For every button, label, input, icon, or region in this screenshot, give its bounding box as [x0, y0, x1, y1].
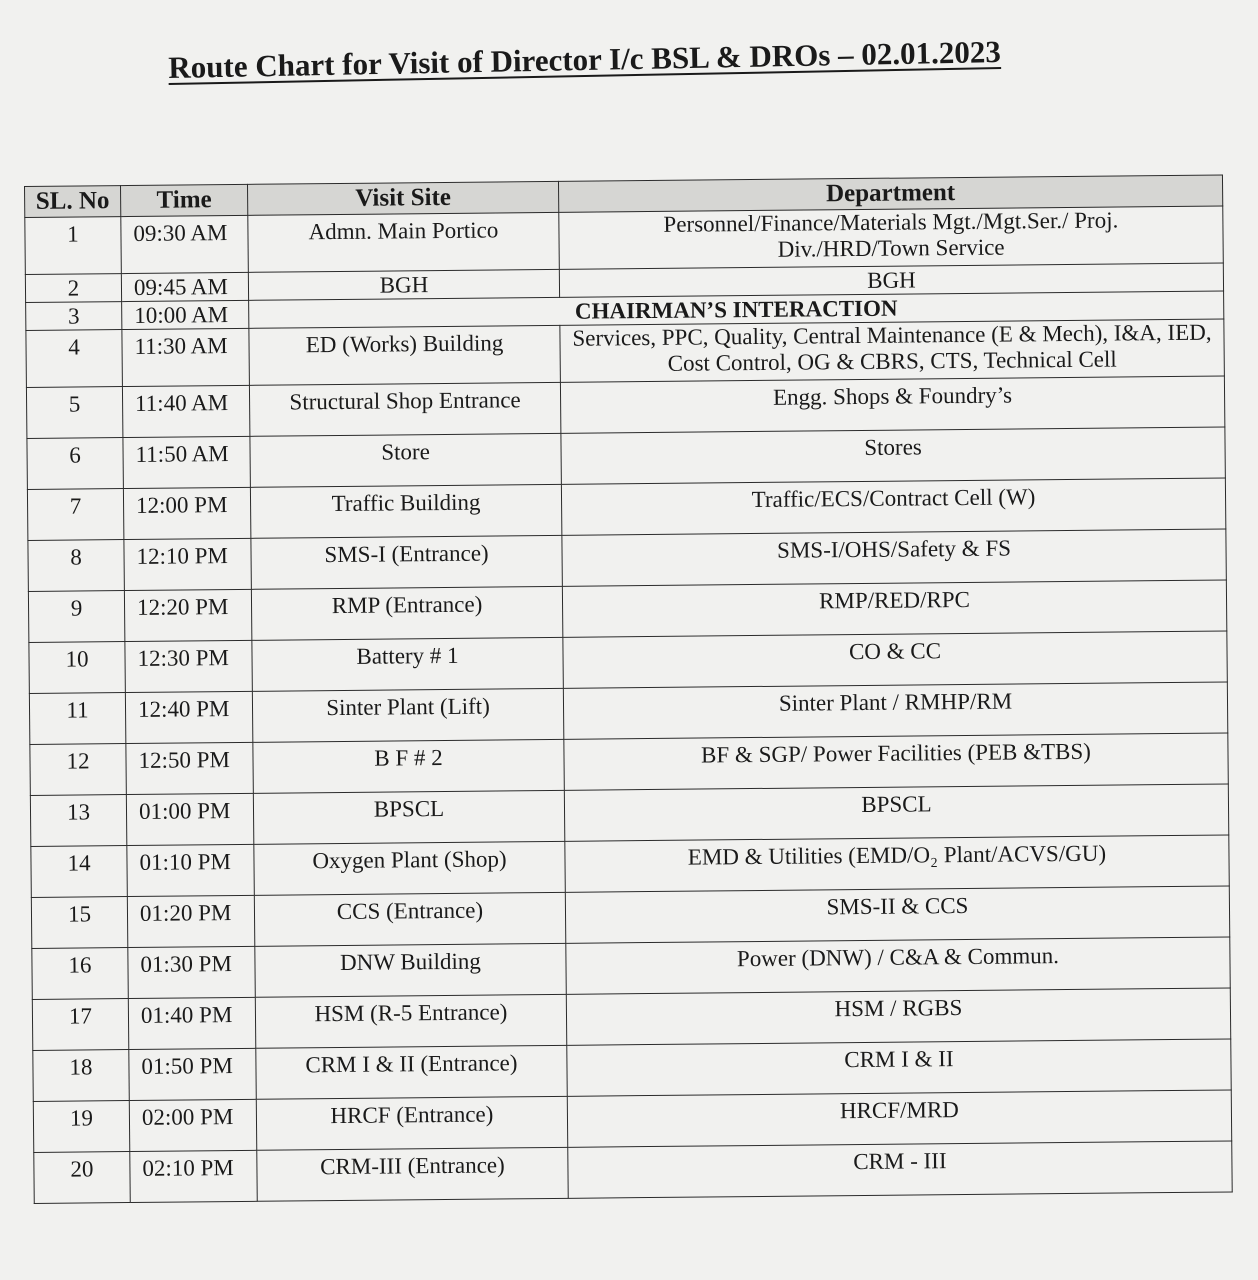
time-cell: 01:30 PM [128, 946, 255, 998]
sl-no-cell: 9 [28, 591, 124, 643]
visit-site-cell: CRM-III (Entrance) [257, 1147, 568, 1201]
visit-site-cell: BGH [248, 269, 559, 300]
visit-site-cell: Battery # 1 [252, 637, 563, 691]
visit-site-cell: BPSCL [253, 790, 564, 844]
sl-no-cell: 15 [31, 897, 127, 949]
sl-no-cell: 11 [29, 693, 125, 745]
sl-no-cell: 20 [34, 1152, 130, 1204]
time-cell: 01:10 PM [127, 844, 254, 896]
visit-site-cell: HSM (R-5 Entrance) [255, 994, 566, 1048]
sl-no-cell: 17 [32, 999, 128, 1051]
header-department: Department [558, 175, 1222, 212]
visit-site-cell: Oxygen Plant (Shop) [254, 841, 565, 895]
sl-no-cell: 10 [29, 642, 125, 694]
sl-no-cell: 6 [27, 438, 123, 490]
visit-site-cell: HRCF (Entrance) [256, 1096, 567, 1150]
time-cell: 01:50 PM [129, 1048, 256, 1100]
time-cell: 01:20 PM [127, 895, 254, 947]
department-cell: Personnel/Finance/Materials Mgt./Mgt.Ser./ Proj. Div./HRD/Town Service [559, 206, 1224, 269]
time-cell: 12:40 PM [125, 691, 252, 743]
sl-no-cell: 16 [32, 948, 128, 1000]
sl-no-cell: 1 [25, 217, 122, 275]
sl-no-cell: 8 [28, 540, 124, 592]
visit-site-cell: CRM I & II (Entrance) [256, 1045, 567, 1099]
department-cell: Stores [561, 427, 1225, 484]
header-visit-site: Visit Site [247, 181, 558, 215]
sl-no-cell: 19 [33, 1101, 129, 1153]
department-cell: Services, PPC, Quality, Central Maintenance (E & Mech), I&A, IED, Cost Control, OG & CBRS, CTS, Technical Cell [560, 319, 1225, 382]
department-cell: Engg. Shops & Foundry’s [560, 376, 1224, 433]
time-cell: 11:30 AM [122, 328, 250, 386]
visit-site-cell: CCS (Entrance) [254, 892, 565, 946]
department-cell: CRM I & II [567, 1039, 1231, 1096]
department-cell: Traffic/ECS/Contract Cell (W) [561, 478, 1225, 535]
time-cell: 02:00 PM [129, 1099, 256, 1151]
sl-no-cell: 13 [30, 795, 126, 847]
header-time: Time [121, 184, 248, 216]
department-cell: HRCF/MRD [567, 1090, 1231, 1147]
time-cell: 12:50 PM [126, 742, 253, 794]
table-row [34, 1141, 1232, 1203]
time-cell: 12:10 PM [124, 538, 251, 590]
department-cell: BGH [559, 263, 1223, 297]
department-cell: SMS-I/OHS/Safety & FS [562, 529, 1226, 586]
time-cell: 09:45 AM [121, 272, 248, 301]
department-cell: BF & SGP/ Power Facilities (PEB &TBS) [564, 733, 1228, 790]
sl-no-cell: 4 [26, 330, 123, 388]
time-cell: 11:40 AM [122, 385, 249, 437]
visit-site-cell: RMP (Entrance) [251, 586, 562, 640]
department-cell: BPSCL [564, 784, 1228, 841]
sl-no-cell: 3 [26, 302, 122, 331]
department-cell: EMD & Utilities (EMD/O₂ Plant/ACVS/GU) [565, 835, 1229, 892]
department-cell: Sinter Plant / RMHP/RM [563, 682, 1227, 739]
visit-site-cell: Store [250, 433, 561, 487]
department-cell: SMS-II & CCS [565, 886, 1229, 943]
department-cell: CO & CC [563, 631, 1227, 688]
time-cell: 12:30 PM [125, 640, 252, 692]
visit-site-cell: Structural Shop Entrance [249, 382, 560, 436]
time-cell: 12:00 PM [123, 487, 250, 539]
visit-site-cell: Traffic Building [250, 484, 561, 538]
time-cell: 02:10 PM [130, 1150, 257, 1202]
sl-no-cell: 12 [30, 744, 126, 796]
visit-site-cell: DNW Building [255, 943, 566, 997]
sl-no-cell: 5 [26, 387, 122, 439]
department-cell: HSM / RGBS [566, 988, 1230, 1045]
time-cell: 11:50 AM [123, 436, 250, 488]
time-cell: 09:30 AM [121, 215, 249, 273]
department-cell: CRM - III [568, 1141, 1232, 1198]
time-cell: 01:00 PM [126, 793, 253, 845]
time-cell: 10:00 AM [122, 300, 249, 329]
chairmans-interaction-cell: CHAIRMAN’S INTERACTION [249, 291, 1224, 328]
time-cell: 01:40 PM [128, 997, 255, 1049]
sl-no-cell: 7 [27, 489, 123, 541]
route-chart-table-wrapper [24, 175, 1232, 1204]
page-title: Route Chart for Visit of Director I/c BSL & DROs – 02.01.2023 [168, 34, 1002, 85]
time-cell: 12:20 PM [124, 589, 251, 641]
visit-site-cell: Admn. Main Portico [248, 212, 560, 272]
sl-no-cell: 2 [25, 274, 121, 303]
visit-site-cell: Sinter Plant (Lift) [252, 688, 563, 742]
visit-site-cell: B F # 2 [253, 739, 564, 793]
sl-no-cell: 14 [31, 846, 127, 898]
route-chart-table [24, 174, 1233, 1203]
department-cell: RMP/RED/RPC [562, 580, 1226, 637]
visit-site-cell: ED (Works) Building [249, 325, 561, 385]
visit-site-cell: SMS-I (Entrance) [251, 535, 562, 589]
sl-no-cell: 18 [33, 1050, 129, 1102]
department-cell: Power (DNW) / C&A & Commun. [566, 937, 1230, 994]
header-sl-no: SL. No [25, 186, 121, 218]
